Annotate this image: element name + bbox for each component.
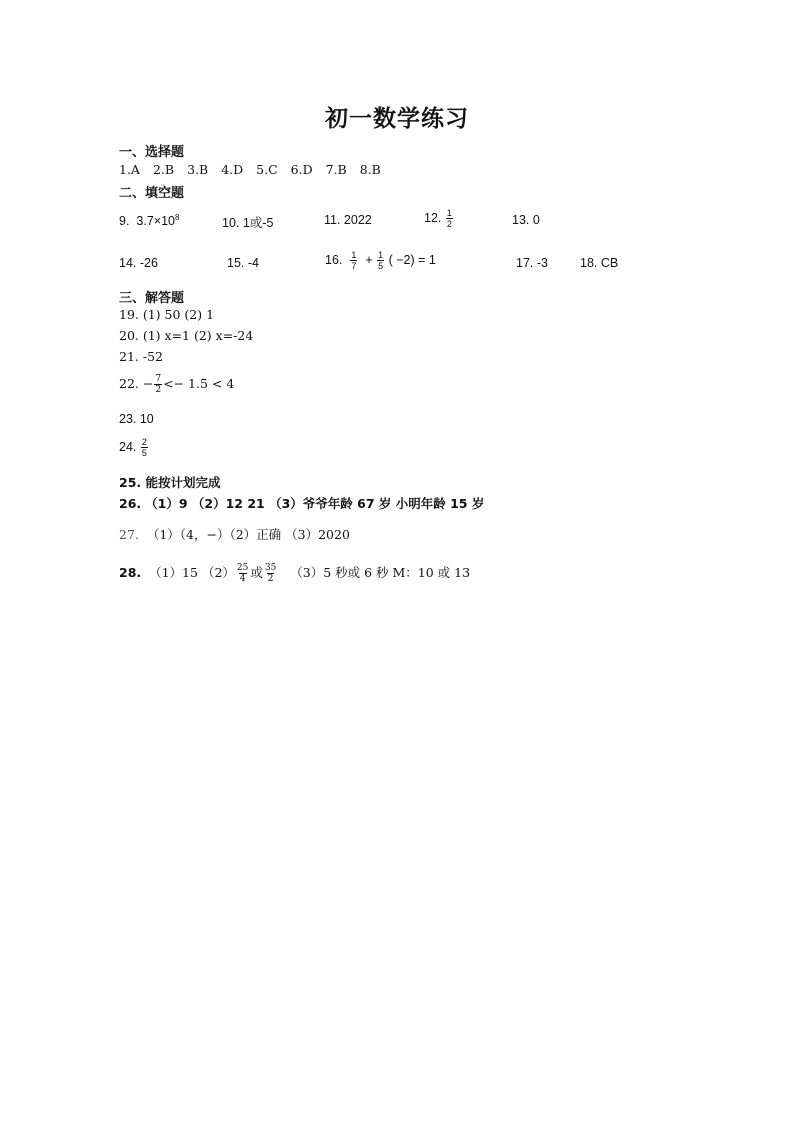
- answer-item: 4.D: [221, 162, 244, 177]
- answer-item: 1.A: [119, 162, 140, 177]
- answer-q25: 25. 能按计划完成: [119, 475, 221, 490]
- answer-item: 3.B: [187, 162, 209, 177]
- answer-item: 2.B: [152, 162, 175, 177]
- fraction: $\frac{1}{7}$: [351, 250, 357, 271]
- fraction: $\frac{1}{5}$: [378, 250, 384, 271]
- choice-answers: [119, 162, 381, 177]
- fraction: $\frac{1}{2}$: [446, 208, 452, 229]
- answer-q19: 19. (1) 50 (2) 1: [119, 307, 215, 322]
- answer-q21: 21. -52: [119, 349, 163, 364]
- answer-q12: 12. $\frac{1}{2}$: [424, 208, 452, 229]
- fraction: $\frac{25}{4}$: [236, 563, 249, 584]
- answer-q26: 26. （1）9 （2）12 21 （3）爷爷年龄 67 岁 小明年龄 15 岁: [119, 496, 485, 511]
- answer-q16: 16. $\frac{1}{7}$ + $\frac{1}{5}$ ( −2) = 1: [325, 250, 436, 271]
- answer-q27: 27. （1）（4，−）（2）正确 （3）2020: [119, 527, 350, 542]
- section-heading-solutions: 三、解答题: [119, 291, 185, 306]
- answer-item: 6.D: [290, 162, 313, 177]
- section-heading-fill: 二、填空题: [119, 186, 185, 201]
- answer-item: 5.C: [256, 162, 278, 177]
- answer-q24: 24. $\frac{2}{5}$: [119, 437, 147, 458]
- answer-q13: 13. 0: [512, 213, 540, 227]
- answer-item: 7.B: [325, 162, 347, 177]
- answer-q15: 15. -4: [227, 256, 259, 270]
- fraction: $\frac{7}{2}$: [155, 374, 162, 395]
- answer-q22: 22. − $\frac{7}{2}$ <− 1.5 < 4: [119, 374, 235, 395]
- fraction: $\frac{35}{2}$: [264, 563, 277, 584]
- answer-q11: 11. 2022: [324, 213, 372, 227]
- answer-q17: 17. -3: [516, 256, 548, 270]
- answer-q28: 28. （1）15 （2） $\frac{25}{4}$ 或 $\frac{35}{2}$ （3）5 秒或 6 秒 M：10 或 13: [119, 563, 471, 584]
- answer-q10: 10. 1或-5: [222, 216, 274, 230]
- section-heading-choice: 一、选择题: [119, 145, 185, 160]
- answer-item: 8.B: [359, 162, 381, 177]
- fraction: $\frac{2}{5}$: [141, 437, 147, 458]
- answer-q20: 20. (1) x=1 (2) x=-24: [119, 328, 254, 343]
- answer-q14: 14. -26: [119, 256, 158, 270]
- answer-q23: 23. 10: [119, 412, 154, 426]
- answer-q9: 9. $3.7\times 10^8$: [119, 213, 180, 229]
- page-title: 初一数学练习: [325, 106, 469, 132]
- answer-q18: 18. CB: [580, 256, 619, 270]
